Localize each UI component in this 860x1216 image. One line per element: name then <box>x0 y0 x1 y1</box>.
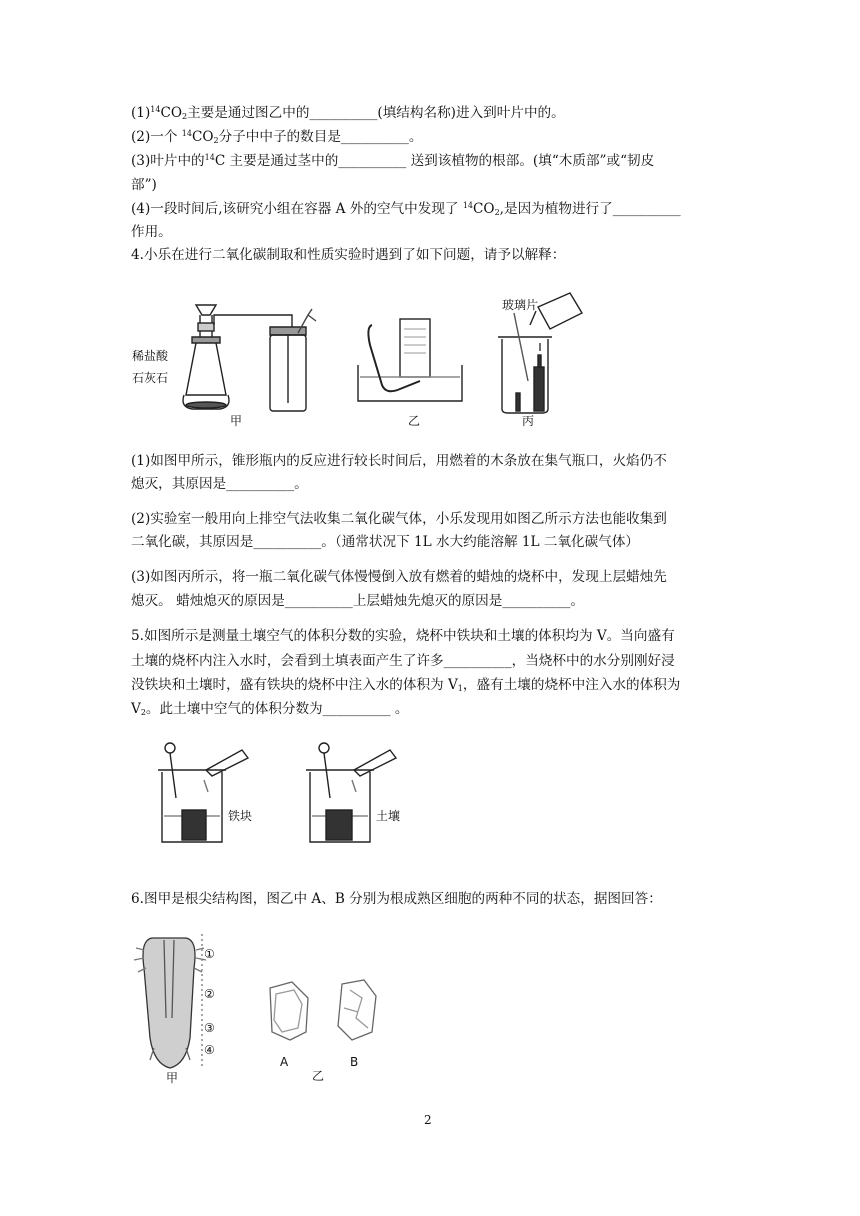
q4-part1-line2: 熄灭，其原因是__________。 <box>131 476 308 492</box>
q5-line1: 5.如图所示是测量土壤空气的体积分数的实验，烧杯中铁块和土壤的体积均为 V。当向盛有 <box>131 628 675 644</box>
fig-yi-label: 乙 <box>312 1069 325 1083</box>
q5-line4: $V_2$。此土壤中空气的体积分数为__________ 。 <box>131 701 409 717</box>
q6-figure <box>130 928 390 1088</box>
cell-a <box>270 982 308 1040</box>
q5-line3: 没铁块和土壤时，盛有铁块的烧杯中注入水的体积为 $V_1$，盛有土壤的烧杯中注入水的体积为 <box>131 677 681 693</box>
cell-b <box>338 980 376 1040</box>
fig-yi-label: 乙 <box>408 414 421 428</box>
q5-line2: 土壤的烧杯内注入水时，会看到土填表面产生了许多__________，当烧杯中的水分别刚好浸 <box>131 653 675 669</box>
q4-part3-line1: (3)如图丙所示，将一瓶二氧化碳气体慢慢倒入放有燃着的蜡烛的烧杯中，发现上层蜡烛先 <box>131 569 667 585</box>
q3-part4-line1: (4)一段时间后,该研究小组在容器 A 外的空气中发现了 $^{14}CO_2$,是因为植物进行了__________ <box>131 201 681 217</box>
zone-2-label: ② <box>204 987 215 1001</box>
q5-figure <box>150 738 430 848</box>
apparatus-jia <box>183 305 316 411</box>
q4-part3-line2: 熄灭。 蜡烛熄灭的原因是__________上层蜡烛先熄灭的原因是__________。 <box>131 593 584 609</box>
q3-part1: $(1)^{14}CO_2$主要是通过图乙中的__________(填结构名称)进入到叶片中的。 <box>131 105 565 121</box>
cell-a-label: A <box>280 1055 289 1069</box>
acid-label: 稀盐酸 <box>132 349 169 363</box>
q3-part2: (2)一个 $^{14}CO_2$分子中中子的数目是__________。 <box>131 129 423 145</box>
q4-part1-line1: (1)如图甲所示，锥形瓶内的反应进行较长时间后，用燃着的木条放在集气瓶口，火焰仍不 <box>131 453 667 469</box>
q3-part4-line2: 作用。 <box>131 224 172 240</box>
beaker-iron <box>158 743 248 842</box>
cell-b-label: B <box>350 1055 359 1069</box>
q4-part2-line2: 二氧化碳，其原因是__________。（通常状况下 1L 水大约能溶解 1L 二氧化碳气体） <box>131 534 640 550</box>
q4-part2-line1: (2)实验室一般用向上排空气法收集二氧化碳气体，小乐发现用如图乙所示方法也能收集到 <box>131 511 667 527</box>
q3-part3-line1: (3)叶片中的$^{14}$C 主要是通过茎中的__________ 送到该植物的根部。(填“木质部”或“韧皮 <box>131 153 655 169</box>
fig-jia-label: 甲 <box>230 414 243 428</box>
iron-label: 铁块 <box>228 809 253 823</box>
q3-part3-line2: 部”) <box>131 177 157 193</box>
root-tip-jia <box>134 938 206 1068</box>
q4-title: 4.小乐在进行二氧化碳制取和性质实验时遇到了如下问题，请予以解释： <box>131 247 566 263</box>
fig-jia-label: 甲 <box>166 1071 179 1085</box>
q6-title: 6.图甲是根尖结构图，图乙中 A、B 分别为根成熟区细胞的两种不同的状态，据图回答： <box>131 891 662 907</box>
glass-label: 玻璃片 <box>502 298 539 312</box>
page-number: 2 <box>424 1113 432 1127</box>
zone-4-label: ④ <box>204 1043 215 1057</box>
zone-3-label: ③ <box>204 1021 215 1035</box>
fig-bing-label: 丙 <box>522 414 535 428</box>
soil-label: 土壤 <box>376 809 401 823</box>
q4-figure <box>130 285 590 435</box>
beaker-soil <box>306 743 396 842</box>
apparatus-yi <box>358 319 462 401</box>
zone-1-label: ① <box>204 947 215 961</box>
limestone-label: 石灰石 <box>132 371 169 385</box>
